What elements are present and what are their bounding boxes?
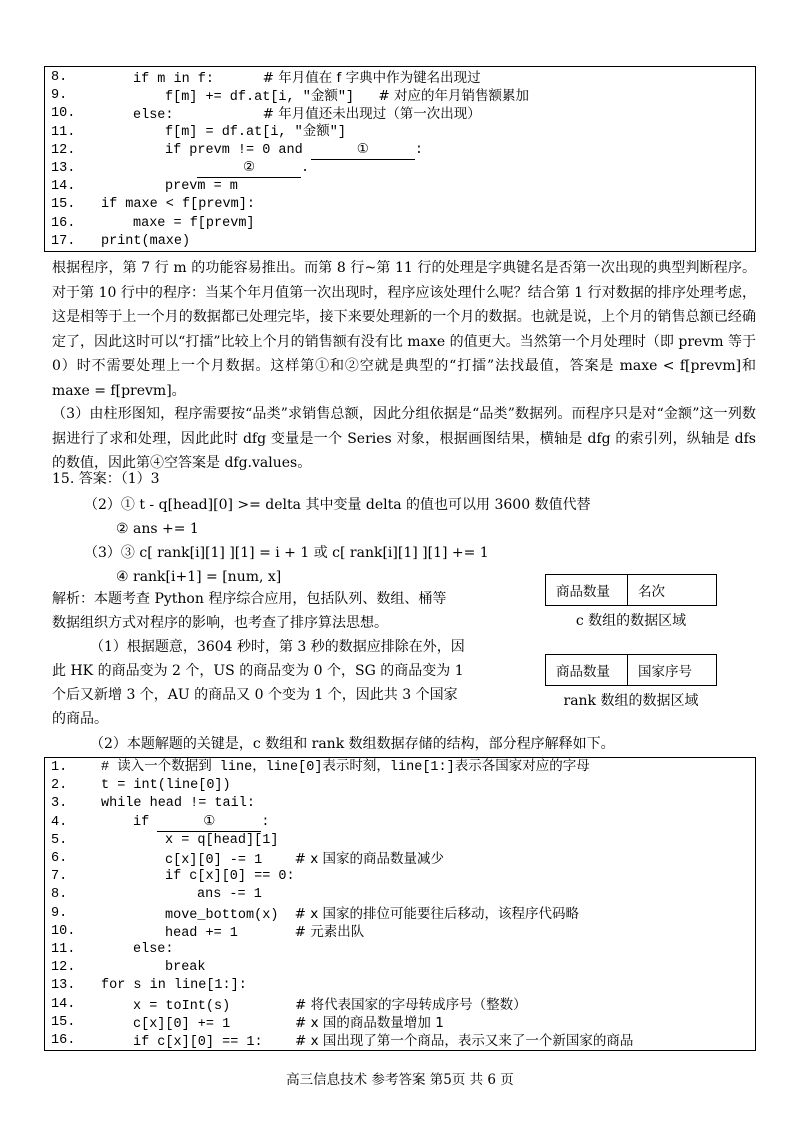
line-number: 7. <box>51 869 68 885</box>
code-line <box>45 104 755 124</box>
code-line <box>45 849 755 869</box>
code-line <box>45 86 755 106</box>
c-array-table <box>545 574 717 606</box>
code-text: # 读入一个数据到 line，line[0]表示时刻，line[1:]表示各国家对应的字母 <box>101 760 590 775</box>
code-line <box>45 159 755 179</box>
code-text: x = toInt(s) # 将代表国家的字母转成序号（整数） <box>133 996 527 1014</box>
code-text: if prevm != 0 and ① : <box>165 142 423 158</box>
analysis-line: 数据组织方式对程序的影响，也考查了排序算法思想。 <box>52 615 388 631</box>
c-table-caption: c 数组的数据区域 <box>575 613 687 629</box>
line-number: 16. <box>51 1033 76 1048</box>
line-number: 12. <box>51 142 76 158</box>
code-line <box>45 958 755 978</box>
analysis-line: 的商品。 <box>52 711 108 727</box>
explanation-paragraph-1: 根据程序，第 7 行 m 的功能容易推出。而第 8 行~第 11 行的处理是字典键名是否第一次出现的典型判断程序。对于第 10 行中的程序：当某个年月值第一次出现时，程序应该处理什么呢？结合第 1 行对数据的排序处理考虑，这是相等于上一个月的数据都已处理完毕，接下来要处理新的一个月的数据。也就是说，上个月的销售总额已经确定了，因此这时可以“打擂”比较上个月的销售额有没有比 maxe 的值更大。当然第一个月处理时（即 prevm 等于 0）时不需要处理上一个月数据。这样第①和②空就是典型的“打擂”法找最值，答案是 maxe < f[prevm]和 maxe = f[prevm]。 <box>52 260 756 399</box>
line-number: 11. <box>51 124 76 140</box>
line-number: 4. <box>51 814 68 830</box>
line-number: 3. <box>51 796 68 812</box>
code-text: f[m] += df.at[i, "金额"] # 对应的年月销售额累加 <box>165 88 529 106</box>
code-line <box>45 195 755 215</box>
line-number: 15. <box>51 197 76 213</box>
code-text: move_bottom(x) # x 国家的排位可能要往后移动，该程序代码略 <box>165 905 580 923</box>
c-table-col1: 商品数量 <box>546 575 628 605</box>
code-line <box>45 922 755 942</box>
line-number: 2. <box>51 778 68 794</box>
code-comment: # 元素出队 <box>294 923 365 940</box>
line-number: 14. <box>51 179 76 195</box>
code-line <box>45 940 755 960</box>
rank-table-caption: rank 数组的数据区域 <box>563 693 699 709</box>
code-text: head += 1 # 元素出队 <box>165 923 365 941</box>
line-number: 14. <box>51 996 76 1012</box>
line-number: 6. <box>51 851 68 866</box>
code-line <box>45 976 755 996</box>
code-line <box>45 758 755 778</box>
code-line <box>45 904 755 924</box>
code-line <box>45 214 755 234</box>
code-text: else: # 年月值还未出现过（第一次出现） <box>133 106 481 124</box>
rank-table-col1: 商品数量 <box>546 655 628 685</box>
code-line <box>45 867 755 887</box>
code-text: if maxe < f[prevm]: <box>101 197 255 213</box>
rank-array-table <box>545 654 717 686</box>
code-line <box>45 1013 755 1033</box>
answer-15-part2-blank1: （2）① t - q[head][0] >= delta 其中变量 delta 的值也可以用 3600 数值代替 <box>84 497 591 513</box>
line-number: 8. <box>51 887 68 903</box>
analysis-line: （2）本题解题的关键是，c 数组和 rank 数组数据存储的结构，部分程序解释如下。 <box>90 736 615 752</box>
line-number: 8. <box>51 70 68 85</box>
code-text: if c[x][0] == 0: <box>165 869 295 885</box>
code-text: while head != tail: <box>101 796 255 812</box>
line-number: 9. <box>51 88 68 104</box>
code-line <box>45 995 755 1015</box>
c-table-col2: 名次 <box>638 584 665 600</box>
code-comment: # 将代表国家的字母转成序号（整数） <box>295 996 527 1013</box>
code-comment: # x 国家的商品数量减少 <box>294 851 445 867</box>
code-text: if ① : <box>133 814 270 830</box>
answer-blank: ① <box>157 815 261 832</box>
line-number: 11. <box>51 942 76 957</box>
code-comment: # 年月值还未出现过（第一次出现） <box>262 106 481 123</box>
code-comment: # x 国家的排位可能要往后移动，该程序代码略 <box>294 905 580 922</box>
line-number: 1. <box>51 760 68 775</box>
page-footer: 高三信息技术 参考答案 第5页 共 6 页 <box>286 1072 514 1088</box>
line-number: 9. <box>51 905 68 921</box>
analysis-line: 解析：本题考查 Python 程序综合应用，包括队列、数组、桶等 <box>52 591 447 607</box>
code-line <box>45 1031 755 1051</box>
analysis-line: （1）根据题意，3604 秒时，第 3 秒的数据应排除在外，因 <box>90 639 465 655</box>
answer-15-heading: 15. 答案：（1）3 <box>52 471 160 487</box>
code-text: prevm = m <box>165 179 238 195</box>
code-line <box>45 68 755 88</box>
code-line <box>45 831 755 851</box>
line-number: 16. <box>51 215 76 231</box>
code-text: maxe = f[prevm] <box>133 215 255 231</box>
code-text: print(maxe) <box>101 233 191 249</box>
line-number: 13. <box>51 978 76 994</box>
code-text: c[x][0] += 1 # x 国的商品数量增加 1 <box>133 1014 444 1032</box>
line-number: 12. <box>51 960 76 976</box>
line-number: 17. <box>51 233 76 249</box>
code-comment: # 年月值在 f 字典中作为键名出现过 <box>262 70 481 86</box>
line-number: 10. <box>51 923 76 939</box>
line-number: 13. <box>51 161 76 176</box>
line-number: 5. <box>51 832 68 848</box>
code-line <box>45 232 755 252</box>
code-comment: # x 国出现了第一个商品，表示又来了一个新国家的商品 <box>295 1033 634 1049</box>
explanation-paragraph-2: （3）由柱形图知，程序需要按“品类”求销售总额，因此分组依据是“品类”数据列。而程序只是对“金额”这一列数据进行了求和处理，因此此时 dfg 变量是一个 Series 对象，根据画图结果，横轴是 dfg 的索引列，纵轴是 dfs 的数值，因此第④空答案是 dfg.values。 <box>52 406 756 471</box>
line-number: 10. <box>51 106 76 122</box>
code-comment: # 对应的年月销售额累加 <box>378 88 529 105</box>
code-text: x = q[head][1] <box>165 832 279 848</box>
code-text: ans -= 1 <box>197 887 262 903</box>
code-block-bottom <box>44 757 756 1051</box>
answer-blank: ② <box>197 161 301 178</box>
code-line <box>45 123 755 143</box>
answer-15-part2-blank2: ② ans += 1 <box>116 521 199 537</box>
analysis-line: 此 HK 的商品变为 2 个，US 的商品变为 0 个，SG 的商品变为 1 <box>52 663 464 679</box>
answer-blank: ① <box>311 143 415 160</box>
code-block-top <box>44 66 756 252</box>
code-text: if c[x][0] == 1: # x 国出现了第一个商品，表示又来了一个新国家的商品 <box>133 1033 634 1050</box>
code-text: if m in f: # 年月值在 f 字典中作为键名出现过 <box>133 70 481 87</box>
code-line <box>45 776 755 796</box>
code-text: for s in line[1:]: <box>101 978 247 994</box>
code-text: ② . <box>197 159 309 179</box>
code-text: c[x][0] -= 1 # x 国家的商品数量减少 <box>165 851 445 868</box>
code-line <box>45 177 755 197</box>
code-line <box>45 885 755 905</box>
code-line <box>45 794 755 814</box>
code-line <box>45 141 755 161</box>
code-text: t = int(line[0]) <box>101 778 231 794</box>
code-line <box>45 813 755 833</box>
code-text: else: <box>133 942 174 957</box>
answer-15-part3-blank4: ④ rank[i+1] = [num, x] <box>116 569 282 585</box>
analysis-line: 个后又新增 3 个，AU 的商品又 0 个变为 1 个，因此共 3 个国家 <box>52 687 458 703</box>
code-text: f[m] = df.at[i, "金额"] <box>165 124 346 140</box>
code-text: break <box>165 960 206 976</box>
answer-15-part3-blank3: （3）③ c[ rank[i][1] ][1] = i + 1 或 c[ rank[i][1] ][1] += 1 <box>84 545 489 561</box>
line-number: 15. <box>51 1014 76 1030</box>
rank-table-col2: 国家序号 <box>638 664 692 680</box>
code-comment: # x 国的商品数量增加 1 <box>295 1014 444 1031</box>
